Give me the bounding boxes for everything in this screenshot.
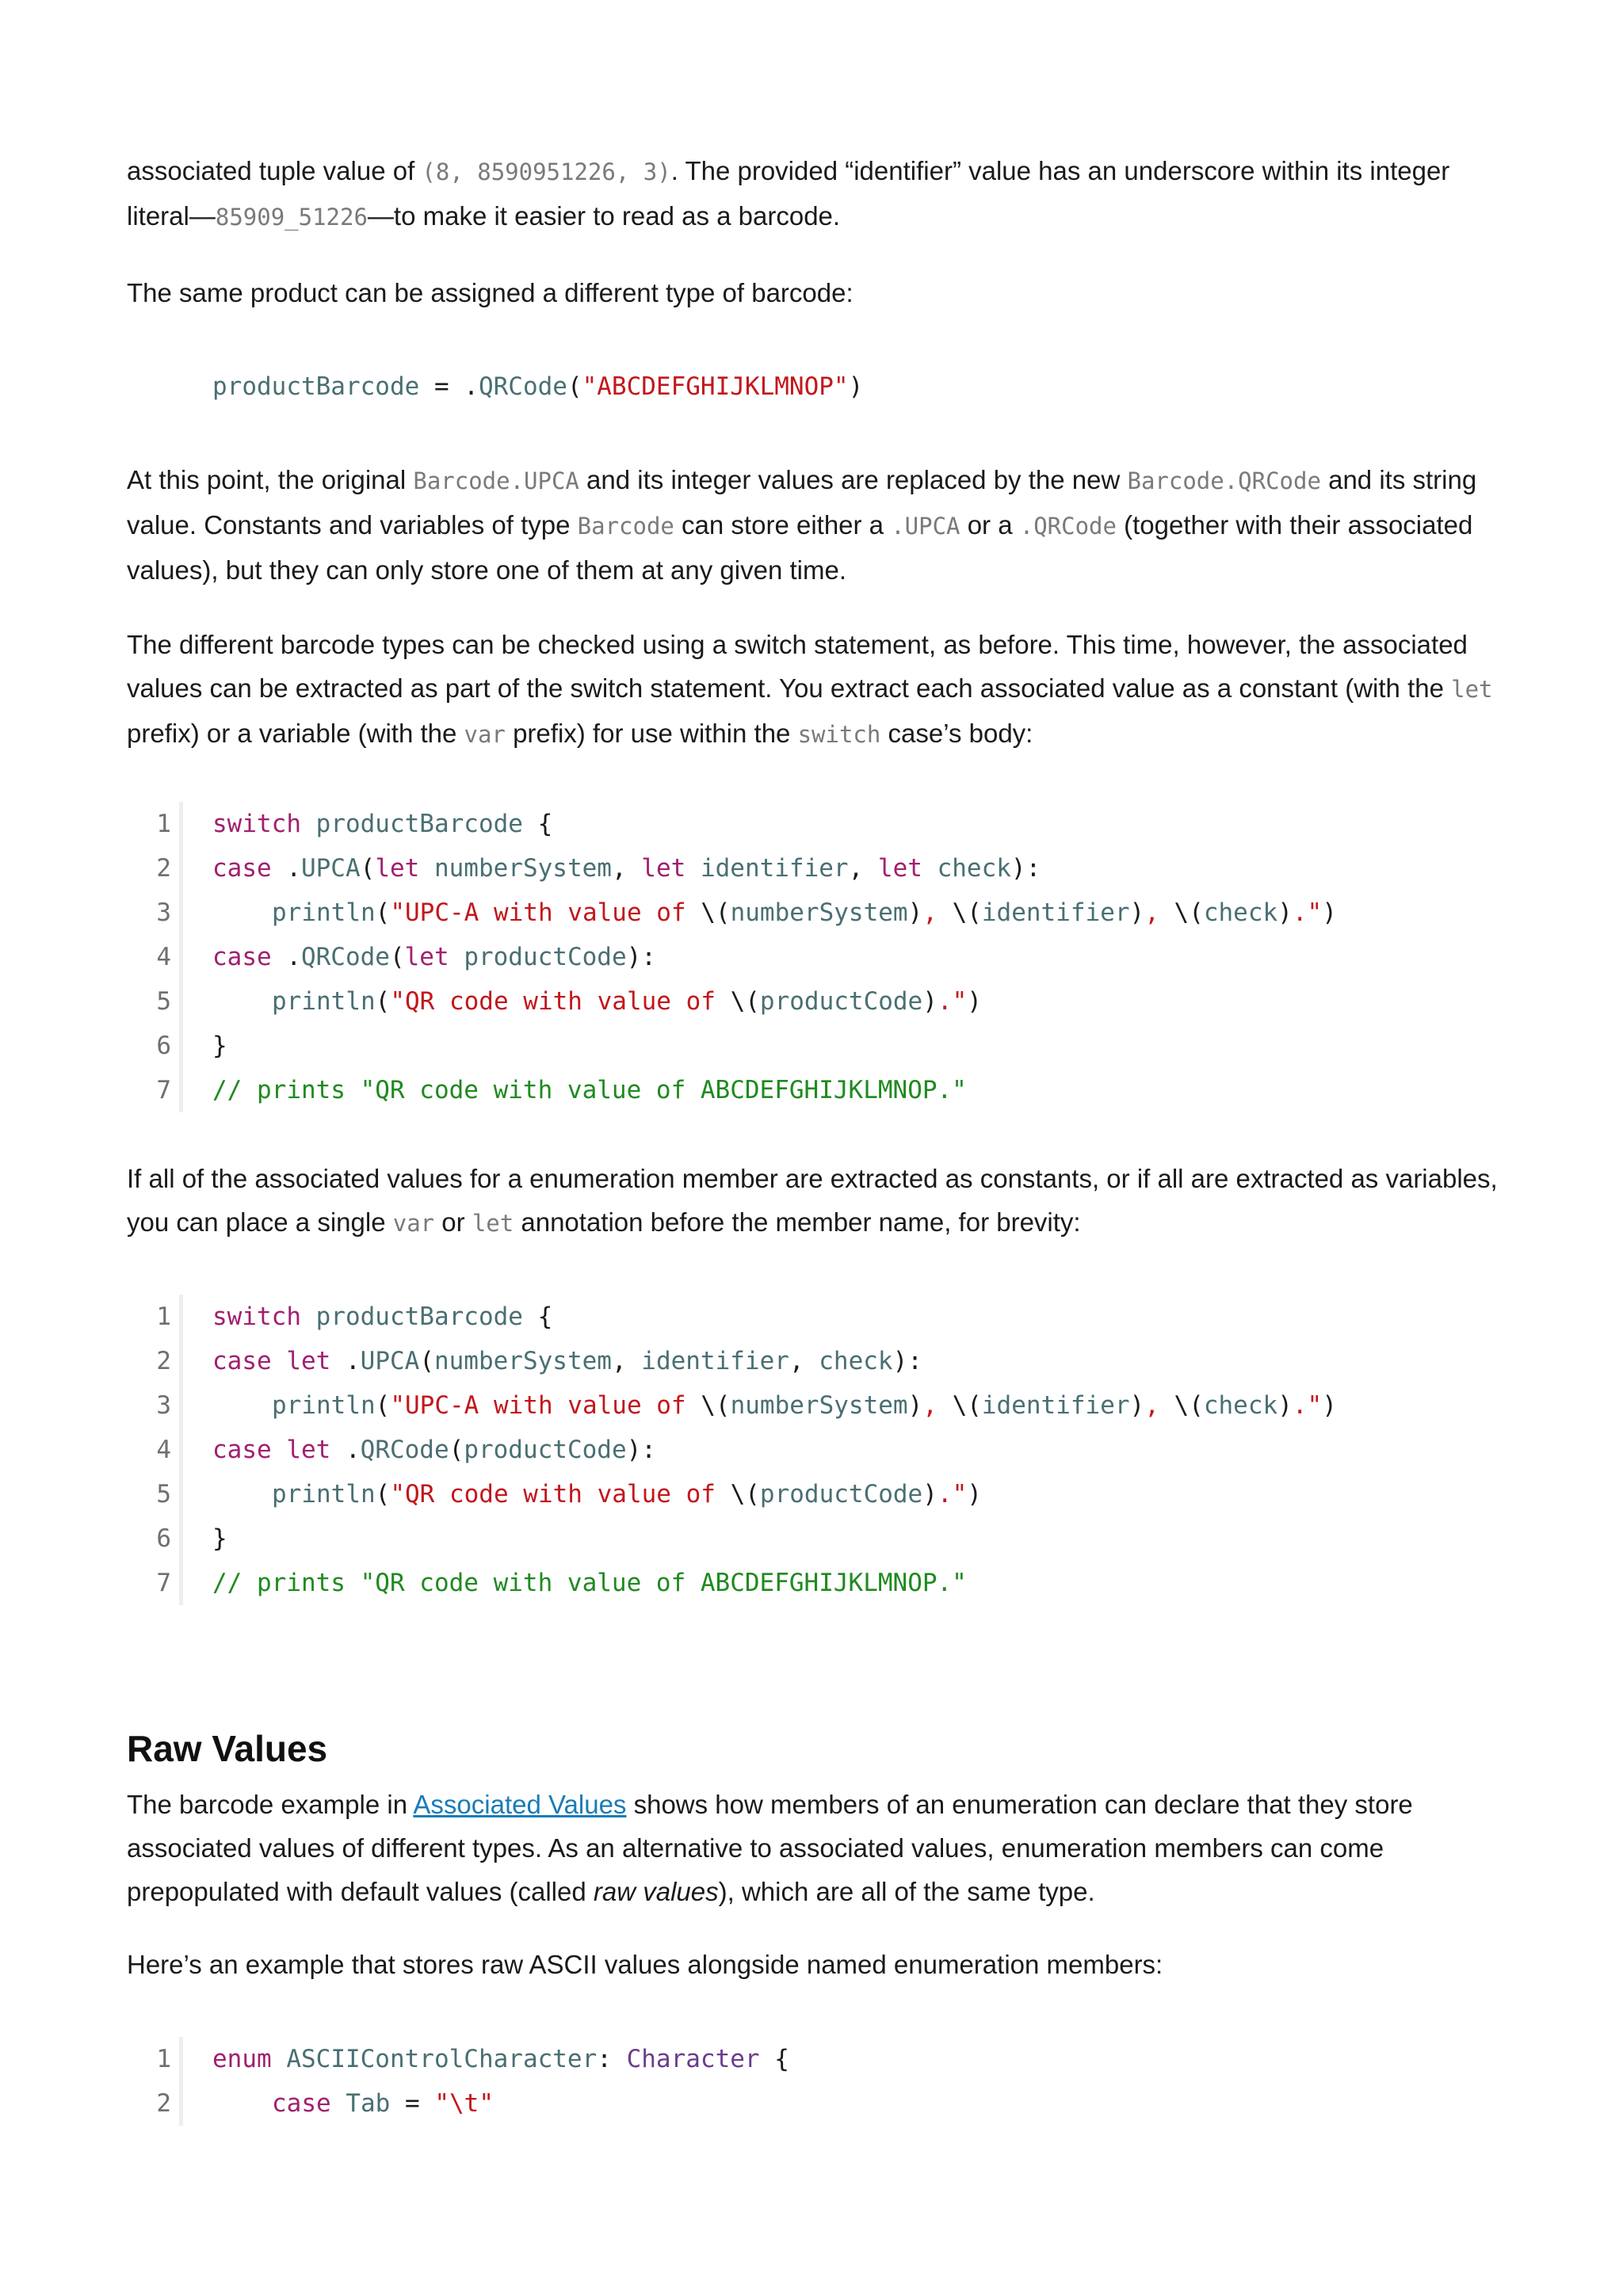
code-block-switch-1 bbox=[127, 802, 1506, 1112]
code-line bbox=[127, 2037, 1506, 2081]
code-punct: \( bbox=[730, 1480, 760, 1508]
code-identifier: identifier bbox=[700, 854, 849, 883]
text: If all of the associated values for a enumeration member are extracted as constants, or if all are extracted as variables, you can place a single bbox=[127, 1164, 1498, 1237]
code-line bbox=[127, 1024, 1506, 1068]
code-identifier: identifier bbox=[641, 1347, 789, 1375]
code-line bbox=[127, 979, 1506, 1024]
code-string: ." bbox=[937, 987, 968, 1016]
inline-code: Barcode bbox=[577, 513, 674, 540]
inline-code: (8, 8590951226, 3) bbox=[422, 158, 671, 185]
code-punct: ( bbox=[389, 943, 405, 971]
code-punct: : bbox=[597, 2045, 627, 2073]
line-number: 1 bbox=[156, 1302, 171, 1331]
line-number: 3 bbox=[156, 898, 171, 927]
code-identifier: identifier bbox=[981, 1391, 1130, 1420]
code-identifier: check bbox=[1203, 1391, 1278, 1420]
code-identifier: Tab bbox=[346, 2089, 391, 2118]
code-punct: ) bbox=[922, 1480, 938, 1508]
line-number: 4 bbox=[156, 1436, 171, 1464]
code-punct: ): bbox=[892, 1347, 922, 1375]
code-punct: ) bbox=[967, 987, 982, 1016]
text: prefix) for use within the bbox=[505, 719, 798, 748]
code-block-enum bbox=[127, 2037, 1506, 2126]
code-punct: . bbox=[330, 1347, 361, 1375]
code-punct: ( bbox=[375, 898, 391, 927]
code-function: UPCA bbox=[300, 854, 361, 883]
code-punct: \( bbox=[701, 898, 731, 927]
code-keyword: let bbox=[641, 854, 686, 883]
code-punct: \( bbox=[952, 898, 982, 927]
code-punct: ) bbox=[1129, 898, 1145, 927]
code-line bbox=[127, 1516, 1506, 1561]
code-punct: ) bbox=[1322, 898, 1337, 927]
text: shows how members of an enumeration can declare that they store associated values of different types. As an alternative to associated values, enumeration members can come prepopulated with default values (called bbox=[127, 1790, 1413, 1906]
emphasis-text: raw values bbox=[593, 1877, 719, 1906]
code-function: println bbox=[272, 987, 376, 1016]
code-string: , bbox=[922, 898, 953, 927]
code-punct: ) bbox=[1129, 1391, 1145, 1420]
code-punct: ): bbox=[1010, 854, 1041, 883]
code-keyword: let bbox=[375, 854, 420, 883]
text: case’s body: bbox=[880, 719, 1033, 748]
line-number: 1 bbox=[156, 810, 171, 838]
code-punct: , bbox=[611, 1347, 642, 1375]
text: The barcode example in bbox=[127, 1790, 414, 1819]
inline-code: .UPCA bbox=[891, 513, 960, 540]
code-string: "UPC-A with value of bbox=[390, 1391, 701, 1420]
code-punct: \( bbox=[1174, 898, 1204, 927]
code-punct: } bbox=[212, 1524, 227, 1553]
code-punct: ( bbox=[375, 1391, 391, 1420]
code-keyword: case bbox=[212, 854, 272, 883]
code-string: "ABCDEFGHIJKLMNOP" bbox=[582, 372, 849, 401]
code-line bbox=[127, 1339, 1506, 1383]
code-keyword: let bbox=[404, 943, 449, 971]
code-function: QRCode bbox=[360, 1436, 449, 1464]
code-punct: ) bbox=[848, 372, 864, 401]
code-string: "QR code with value of bbox=[390, 987, 731, 1016]
code-keyword: case bbox=[272, 2089, 331, 2118]
code-block-assignment bbox=[127, 364, 1506, 409]
code-type: Character bbox=[626, 2045, 760, 2073]
line-number: 3 bbox=[156, 1391, 171, 1420]
code-keyword: switch bbox=[212, 810, 301, 838]
inline-code: let bbox=[1451, 676, 1493, 703]
code-punct: { bbox=[522, 810, 553, 838]
text: or a bbox=[960, 510, 1020, 540]
code-punct: \( bbox=[701, 1391, 731, 1420]
code-line bbox=[127, 1561, 1506, 1605]
line-number: 1 bbox=[156, 2045, 171, 2073]
code-punct: { bbox=[759, 2045, 789, 2073]
code-line bbox=[127, 891, 1506, 935]
code-punct: ): bbox=[626, 1436, 656, 1464]
line-number: 6 bbox=[156, 1524, 171, 1553]
code-identifier: productCode bbox=[759, 1480, 923, 1508]
code-identifier: productCode bbox=[464, 943, 627, 971]
text: At this point, the original bbox=[127, 465, 414, 494]
code-line bbox=[127, 364, 1506, 409]
code-line bbox=[127, 2081, 1506, 2126]
code-comment: // prints "QR code with value of ABCDEFGHIJKLMNOP." bbox=[212, 1076, 967, 1104]
text: —to make it easier to read as a barcode. bbox=[367, 201, 841, 231]
code-identifier: check bbox=[937, 854, 1011, 883]
paragraph-at-this-point bbox=[127, 458, 1506, 592]
code-string: , bbox=[1144, 1391, 1174, 1420]
code-punct: \( bbox=[1174, 1391, 1204, 1420]
line-number: 5 bbox=[156, 1480, 171, 1508]
code-identifier: identifier bbox=[981, 898, 1130, 927]
code-identifier: check bbox=[819, 1347, 893, 1375]
text: prefix) or a variable (with the bbox=[127, 719, 464, 748]
text: . The provided “identifier” value has an underscore within its integer literal— bbox=[127, 156, 1450, 231]
code-function: QRCode bbox=[478, 372, 567, 401]
line-number: 4 bbox=[156, 943, 171, 971]
code-string: "UPC-A with value of bbox=[390, 898, 701, 927]
code-string: ." bbox=[1292, 898, 1323, 927]
code-line bbox=[127, 802, 1506, 846]
inline-code: let bbox=[472, 1210, 514, 1237]
code-string: "\t" bbox=[434, 2089, 494, 2118]
code-line bbox=[127, 1295, 1506, 1339]
code-punct: ) bbox=[1277, 898, 1293, 927]
code-identifier: productBarcode bbox=[212, 372, 420, 401]
code-punct: ) bbox=[922, 987, 938, 1016]
line-number: 7 bbox=[156, 1076, 171, 1104]
paragraph-ascii-example: Here’s an example that stores raw ASCII values alongside named enumeration members: bbox=[127, 1950, 1163, 1979]
code-punct: , bbox=[789, 1347, 819, 1375]
code-function: println bbox=[272, 1391, 376, 1420]
text: and its string value. Constants and variables of type bbox=[127, 465, 1477, 540]
code-identifier: check bbox=[1203, 898, 1278, 927]
code-identifier: ASCIIControlCharacter bbox=[286, 2045, 598, 2073]
text: associated tuple value of bbox=[127, 156, 422, 185]
line-number: 2 bbox=[156, 854, 171, 883]
code-punct: , bbox=[611, 854, 642, 883]
inline-code: var bbox=[392, 1210, 435, 1237]
code-punct: = . bbox=[419, 372, 479, 401]
code-line bbox=[127, 846, 1506, 891]
code-string: , bbox=[1144, 898, 1174, 927]
line-number: 6 bbox=[156, 1032, 171, 1060]
text: ), which are all of the same type. bbox=[718, 1877, 1095, 1906]
code-line bbox=[127, 1383, 1506, 1428]
code-punct: . bbox=[330, 1436, 361, 1464]
text: or bbox=[434, 1207, 472, 1237]
code-identifier: numberSystem bbox=[730, 898, 908, 927]
code-identifier: numberSystem bbox=[730, 1391, 908, 1420]
code-keyword: enum bbox=[212, 2045, 272, 2073]
inline-code: 85909_51226 bbox=[215, 204, 368, 231]
code-string: , bbox=[922, 1391, 953, 1420]
line-number: 5 bbox=[156, 987, 171, 1016]
code-string: "QR code with value of bbox=[390, 1480, 731, 1508]
code-identifier: productBarcode bbox=[315, 810, 523, 838]
code-keyword: let bbox=[286, 1436, 331, 1464]
code-punct: ( bbox=[360, 854, 376, 883]
inline-code: var bbox=[464, 721, 506, 748]
code-comment: // prints "QR code with value of ABCDEFGHIJKLMNOP." bbox=[212, 1569, 967, 1597]
code-punct: \( bbox=[952, 1391, 982, 1420]
associated-values-link[interactable]: Associated Values bbox=[413, 1790, 627, 1819]
code-keyword: case bbox=[212, 1436, 272, 1464]
code-keyword: let bbox=[286, 1347, 331, 1375]
paragraph-associated-tuple bbox=[127, 149, 1506, 239]
text: and its integer values are replaced by the new bbox=[579, 465, 1128, 494]
code-punct: \( bbox=[730, 987, 760, 1016]
code-punct: ) bbox=[1277, 1391, 1293, 1420]
line-number: 2 bbox=[156, 2089, 171, 2118]
code-identifier: numberSystem bbox=[433, 854, 612, 883]
line-number: 2 bbox=[156, 1347, 171, 1375]
code-block-switch-2 bbox=[127, 1295, 1506, 1605]
code-punct: = bbox=[390, 2089, 435, 2118]
code-punct: } bbox=[212, 1032, 227, 1060]
code-punct: ( bbox=[375, 1480, 391, 1508]
code-keyword: case bbox=[212, 943, 272, 971]
inline-code: Barcode.QRCode bbox=[1127, 467, 1321, 494]
code-identifier: numberSystem bbox=[433, 1347, 612, 1375]
code-function: UPCA bbox=[360, 1347, 420, 1375]
code-identifier: productCode bbox=[464, 1436, 627, 1464]
code-line bbox=[127, 1472, 1506, 1516]
code-string: ." bbox=[1292, 1391, 1323, 1420]
text: can store either a bbox=[674, 510, 892, 540]
code-keyword: switch bbox=[212, 1302, 301, 1331]
text: annotation before the member name, for brevity: bbox=[514, 1207, 1081, 1237]
code-punct: ( bbox=[419, 1347, 434, 1375]
code-keyword: case bbox=[212, 1347, 272, 1375]
code-punct: ( bbox=[449, 1436, 464, 1464]
code-line bbox=[127, 1068, 1506, 1112]
code-punct: { bbox=[522, 1302, 553, 1331]
code-identifier: productCode bbox=[759, 987, 923, 1016]
code-string: ." bbox=[937, 1480, 968, 1508]
code-punct: ( bbox=[375, 987, 391, 1016]
text: The different barcode types can be checked using a switch statement, as before. This time, however, the associated values can be extracted as part of the switch statement. You extract each associated value as a constant (with the bbox=[127, 630, 1468, 703]
paragraph-barcode-types bbox=[127, 623, 1506, 757]
code-line bbox=[127, 1428, 1506, 1472]
inline-code: .QRCode bbox=[1019, 513, 1117, 540]
text: (together with their associated values), but they can only store one of them at any given time. bbox=[127, 510, 1473, 585]
section-heading: Raw Values bbox=[127, 1728, 328, 1769]
code-punct: . bbox=[271, 943, 301, 971]
code-function: println bbox=[272, 898, 376, 927]
code-punct: . bbox=[271, 854, 301, 883]
paragraph-raw-values-intro bbox=[127, 1783, 1506, 1913]
paragraph-same-product: The same product can be assigned a different type of barcode: bbox=[127, 278, 854, 307]
code-punct: , bbox=[848, 854, 878, 883]
code-function: println bbox=[272, 1480, 376, 1508]
paragraph-brevity bbox=[127, 1157, 1506, 1245]
line-number: 7 bbox=[156, 1569, 171, 1597]
code-identifier: productBarcode bbox=[315, 1302, 523, 1331]
code-punct: ) bbox=[907, 898, 923, 927]
code-punct: ) bbox=[967, 1480, 982, 1508]
code-punct: ( bbox=[567, 372, 582, 401]
code-punct: ): bbox=[626, 943, 656, 971]
code-punct: ) bbox=[907, 1391, 923, 1420]
code-line bbox=[127, 935, 1506, 979]
code-keyword: let bbox=[877, 854, 922, 883]
code-punct: ) bbox=[1322, 1391, 1337, 1420]
code-function: QRCode bbox=[300, 943, 390, 971]
inline-code: switch bbox=[797, 721, 881, 748]
inline-code: Barcode.UPCA bbox=[413, 467, 579, 494]
